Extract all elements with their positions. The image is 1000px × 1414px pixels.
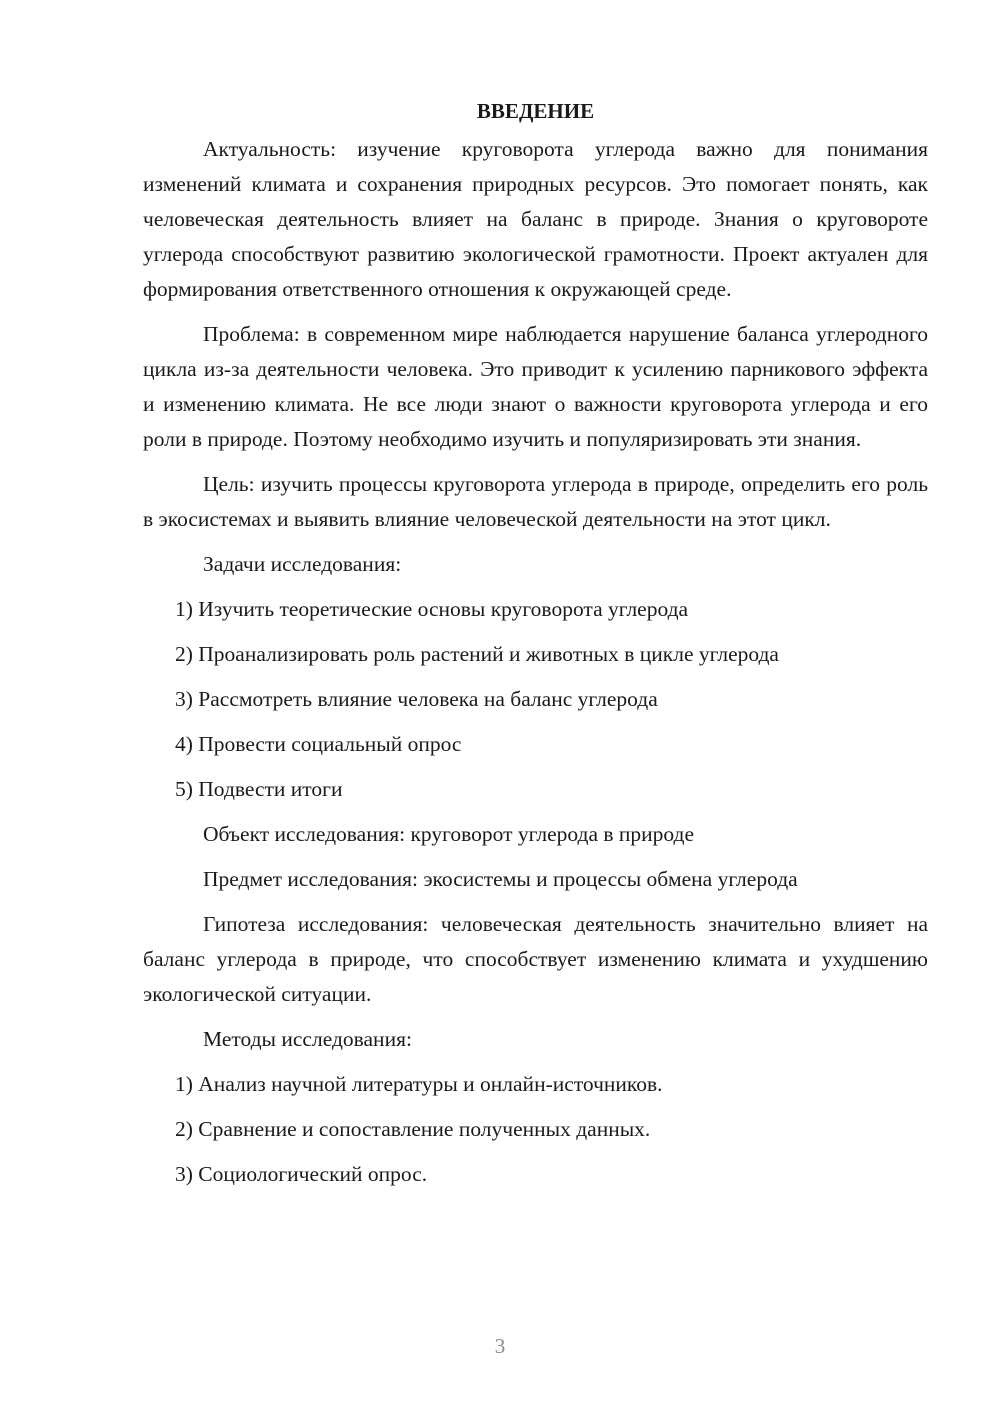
- list-item: 5) Подвести итоги: [175, 777, 343, 801]
- list-item: 2) Сравнение и сопоставление полученных данных.: [175, 1117, 651, 1141]
- page-number: 3: [494, 1334, 506, 1358]
- list-item: 4) Провести социальный опрос: [175, 732, 462, 756]
- tasks-list: [143, 592, 928, 807]
- methods-heading: Методы исследования:: [203, 1027, 412, 1051]
- list-item: 3) Рассмотреть влияние человека на баланс углерода: [175, 687, 658, 711]
- section-title: ВВЕДЕНИЕ: [476, 99, 595, 123]
- research-subject: Предмет исследования: экосистемы и процессы обмена углерода: [203, 867, 798, 891]
- goal-paragraph: Цель: изучить процессы круговорота углерода в природе, определить его роль в экосистемах и выявить влияние человеческой деятельности на этот цикл.: [143, 472, 928, 531]
- page-content: [143, 96, 928, 1202]
- list-item: 1) Изучить теоретические основы круговорота углерода: [175, 597, 689, 621]
- methods-list: [143, 1067, 928, 1192]
- list-item: 2) Проанализировать роль растений и животных в цикле углерода: [175, 642, 779, 666]
- research-object: Объект исследования: круговорот углерода в природе: [203, 822, 695, 846]
- list-item: 1) Анализ научной литературы и онлайн-источников.: [175, 1072, 663, 1096]
- relevance-paragraph: Актуальность: изучение круговорота углерода важно для понимания изменений климата и сохранения природных ресурсов. Это помогает понять, как человеческая деятельность влияет на баланс в природе. Знания о круговороте углерода способствуют развитию экологической грамотности. Проект актуален для формирования ответственного отношения к окружающей среде.: [143, 137, 928, 301]
- tasks-heading: Задачи исследования:: [203, 552, 402, 576]
- problem-paragraph: Проблема: в современном мире наблюдается нарушение баланса углеродного цикла из-за деятельности человека. Это приводит к усилению парникового эффекта и изменению климата. Не все люди знают о важности круговорота углерода и его роли в природе. Поэтому необходимо изучить и популяризировать эти знания.: [143, 322, 928, 451]
- hypothesis-paragraph: Гипотеза исследования: человеческая деятельность значительно влияет на баланс углерода в природе, что способствует изменению климата и ухудшению экологической ситуации.: [143, 912, 928, 1006]
- list-item: 3) Социологический опрос.: [175, 1162, 428, 1186]
